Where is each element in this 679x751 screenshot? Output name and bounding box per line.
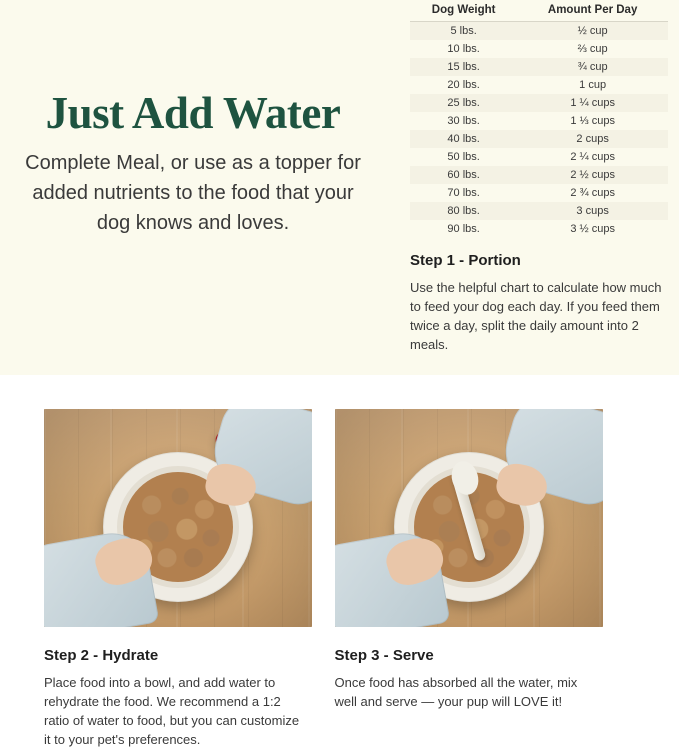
cell-dog-weight: 40 lbs.	[410, 130, 517, 148]
table-row	[410, 112, 668, 130]
step-2-heading: Step 2 - Hydrate	[44, 647, 159, 664]
step-2-photo	[44, 409, 312, 627]
cell-dog-weight: 30 lbs.	[410, 112, 517, 130]
cell-dog-weight: 90 lbs.	[410, 220, 517, 238]
table-row	[410, 22, 668, 41]
cell-amount-per-day: 2 ¾ cups	[517, 184, 668, 202]
cell-amount-per-day: 3 cups	[517, 202, 668, 220]
cell-dog-weight: 5 lbs.	[410, 22, 517, 41]
step-2-body: Place food into a bowl, and add water to rehydrate the food. We recommend a 1:2 ratio of water to food, but you can customize it to your pet's preferences.	[44, 675, 300, 747]
hero-subtitle: Complete Meal, or use as a topper for added nutrients to the food that your dog knows and loves.	[25, 152, 361, 234]
feeding-chart-table	[410, 0, 668, 238]
cell-amount-per-day: 2 ½ cups	[517, 166, 668, 184]
steps-panels	[0, 409, 679, 749]
cell-dog-weight: 50 lbs.	[410, 148, 517, 166]
step-3-photo	[335, 409, 603, 627]
cell-dog-weight: 10 lbs.	[410, 40, 517, 58]
cell-dog-weight: 80 lbs.	[410, 202, 517, 220]
cell-dog-weight: 20 lbs.	[410, 76, 517, 94]
table-row	[410, 184, 668, 202]
cell-amount-per-day: ⅔ cup	[517, 40, 668, 58]
cell-amount-per-day: 1 ¼ cups	[517, 94, 668, 112]
cell-dog-weight: 25 lbs.	[410, 94, 517, 112]
table-row	[410, 166, 668, 184]
feeding-guide-column	[410, 0, 668, 354]
cell-amount-per-day: 3 ½ cups	[517, 220, 668, 238]
cell-dog-weight: 60 lbs.	[410, 166, 517, 184]
page-title: Just Add Water	[45, 88, 341, 138]
step-2-panel	[0, 409, 340, 749]
table-row	[410, 130, 668, 148]
table-row	[410, 94, 668, 112]
cell-amount-per-day: ¾ cup	[517, 58, 668, 76]
step-3-panel	[335, 409, 675, 749]
cell-amount-per-day: 2 cups	[517, 130, 668, 148]
step-1-block	[410, 252, 668, 354]
table-row	[410, 220, 668, 238]
cell-amount-per-day: 2 ¼ cups	[517, 148, 668, 166]
table-row	[410, 202, 668, 220]
cell-amount-per-day: 1 cup	[517, 76, 668, 94]
column-header-amount-per-day: Amount Per Day	[517, 0, 668, 22]
table-row	[410, 76, 668, 94]
table-row	[410, 148, 668, 166]
table-row	[410, 40, 668, 58]
step-1-body: Use the helpful chart to calculate how much to feed your dog each day. If you feed them twice a day, split the daily amount into 2 meals.	[410, 280, 662, 352]
cell-dog-weight: 70 lbs.	[410, 184, 517, 202]
hero-text-block	[0, 88, 390, 238]
table-header-row	[410, 0, 668, 22]
column-header-dog-weight: Dog Weight	[410, 0, 517, 22]
table-row	[410, 58, 668, 76]
step-3-body: Once food has absorbed all the water, mix well and serve — your pup will LOVE it!	[334, 675, 578, 709]
cell-dog-weight: 15 lbs.	[410, 58, 517, 76]
step-1-heading: Step 1 - Portion	[410, 252, 521, 269]
cell-amount-per-day: 1 ⅓ cups	[517, 112, 668, 130]
cell-amount-per-day: ½ cup	[517, 22, 668, 41]
step-3-heading: Step 3 - Serve	[334, 647, 434, 664]
